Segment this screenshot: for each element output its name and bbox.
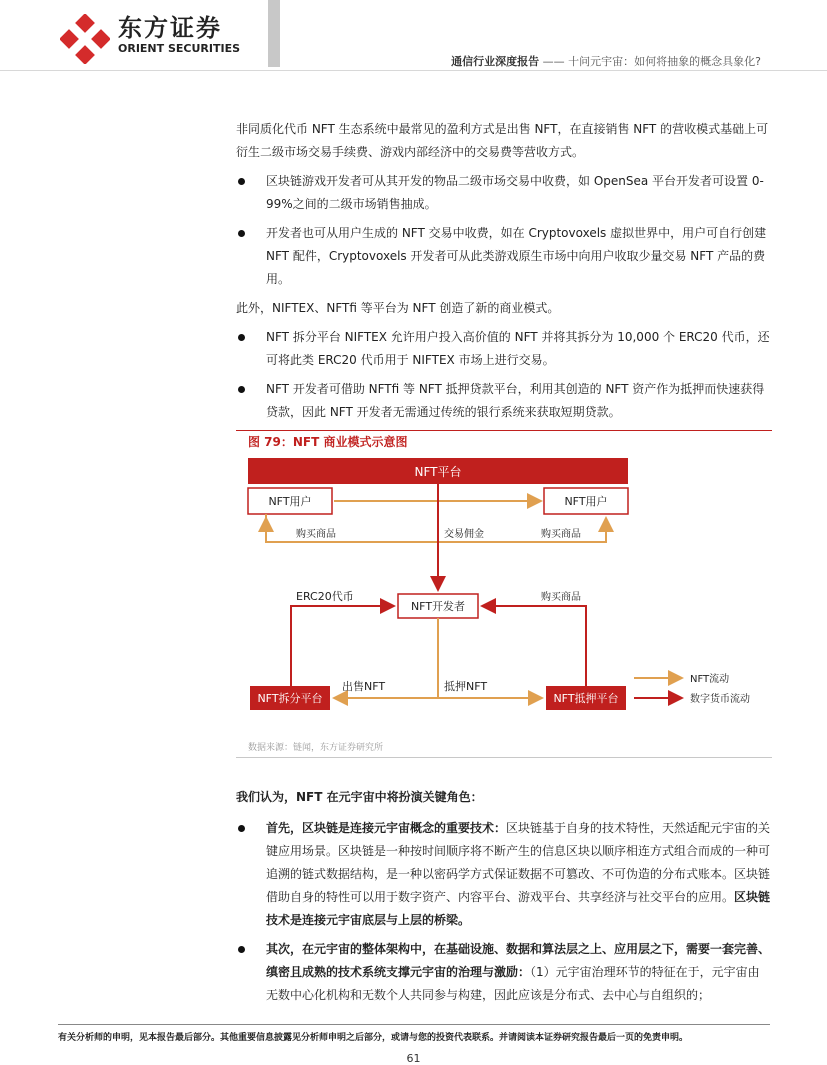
title-separator: ——	[542, 55, 565, 68]
figure-title: 图 79：NFT 商业模式示意图	[248, 435, 408, 449]
erc20-label: ERC20代币	[296, 590, 354, 603]
paragraph-1: 非同质化代币 NFT 生态系统中最常见的盈利方式是出售 NFT，在直接销售 NFT 的营收模式基础上可衍生二级市场交易手续费、游戏内部经济中的交易费等营收方式。	[236, 122, 769, 159]
bullet-dot	[238, 230, 245, 237]
bullet-dot	[238, 334, 245, 341]
nft-developer-label: NFT开发者	[410, 600, 466, 613]
commission-label: 交易佣金	[444, 529, 484, 540]
bullet5-bold: 首先，区块链是连接元宇宙概念的重要技术：	[266, 821, 507, 835]
buy-left-label: 购买商品	[296, 529, 336, 540]
buy-dev-arrow	[482, 606, 586, 686]
bullet-text: 区块链游戏开发者可从其开发的物品二级市场交易中收费，如 OpenSea 平台开发者可设置 0-99%之间的二级市场销售抽成。	[266, 174, 764, 211]
pledge-nft-label: 抵押NFT	[444, 680, 488, 693]
figure-source: 数据来源：链闻，东方证券研究所	[248, 743, 384, 753]
legend-nft-label: NFT流动	[690, 674, 730, 685]
bullet5-text: 区块链基于自身的技术特性，天然适配元宇宙的关键应用场景。区块链是一种按时间顺序将不断产生的信息区块以顺序相连方式组合而成的一种可追溯的链式数据结构，是一种以密码学方式保证数据不可篡改、不可伪造的分布式账本。区块链借助自身的特性可以用于数字资产、内容平台、游戏平台、共享经济与社交平台的应用。	[266, 821, 771, 904]
figure-bottom-rule	[236, 757, 772, 758]
bullet-text: NFT 开发者可借助 NFTfi 等 NFT 抵押贷款平台，利用其创造的 NFT 资产作为抵押而快速获得贷款，因此 NFT 开发者无需通过传统的银行系统来获取短期贷款。	[266, 382, 765, 419]
report-subtitle: 十问元宇宙：如何将抽象的概念具象化?	[568, 55, 761, 68]
body-section-bottom	[236, 786, 771, 1007]
bullet-dot	[238, 946, 245, 953]
pledge-platform-label: NFT抵押平台	[553, 692, 619, 705]
nft-business-diagram	[236, 450, 772, 740]
bullet-text: NFT 拆分平台 NIFTEX 允许用户投入高价值的 NFT 并将其拆分为 10,000 个 ERC20 代币，还可将此类 ERC20 代币用于 NIFTEX 市场上进行交易。	[266, 330, 770, 367]
buy-dev-label: 购买商品	[541, 592, 581, 603]
bullet-item-6	[236, 938, 771, 1007]
buy-right-label: 购买商品	[541, 529, 581, 540]
logo-en: ORIENT SECURITIES	[118, 42, 241, 55]
orient-logo-icon	[60, 14, 110, 64]
figure-top-rule	[236, 430, 772, 431]
header-title	[451, 53, 761, 69]
page-number: 61	[406, 1052, 421, 1065]
report-title: 通信行业深度报告	[451, 55, 540, 68]
body-section-top	[236, 118, 771, 424]
header-divider	[0, 70, 827, 71]
bullet-dot	[238, 825, 245, 832]
header-bar	[268, 0, 280, 67]
bullet6-bold: 其次，在元宇宙的整体架构中，在基础设施、数据和算法层之上、应用层之下，需要一套完善、缜密且成熟的技术系统支撑元宇宙的治理与激励：	[266, 942, 771, 979]
split-platform-label: NFT拆分平台	[257, 692, 323, 705]
legend-coin-label: 数字货币流动	[690, 694, 750, 705]
footer-rule	[58, 1024, 770, 1025]
sell-nft-label: 出售NFT	[342, 680, 386, 693]
bullet-item-3	[236, 326, 771, 372]
bullet-item-2	[236, 222, 771, 291]
logo-block	[118, 14, 240, 56]
opinion-heading: 我们认为，NFT 在元宇宙中将扮演关键角色：	[236, 790, 483, 804]
buy-left-line	[266, 514, 436, 542]
bullet-item-1	[236, 170, 771, 216]
erc20-arrow	[291, 606, 394, 686]
footer-disclaimer: 有关分析师的申明，见本报告最后部分。其他重要信息披露见分析师申明之后部分，或请与您的投资代表联系。并请阅读本证券研究报告最后一页的免责申明。	[58, 1033, 689, 1043]
bullet5-bold2: 区块链技术是连接元宇宙底层与上层的桥梁。	[266, 890, 771, 927]
bullet-dot	[238, 178, 245, 185]
nft-user-left-label: NFT用户	[268, 495, 312, 508]
bullet-item-5	[236, 817, 771, 932]
nft-platform-label: NFT平台	[414, 465, 462, 479]
paragraph-2: 此外，NIFTEX、NFTfi 等平台为 NFT 创造了新的商业模式。	[236, 301, 560, 315]
bullet-dot	[238, 386, 245, 393]
bullet6-text: （1）元宇宙治理环节的特征在于，元宇宙由无数中心化机构和无数个人共同参与构建，因此应该是分布式、去中心与自组织的；	[266, 965, 760, 1002]
logo-cn: 东方证券	[118, 14, 222, 42]
bullet-text: 开发者也可从用户生成的 NFT 交易中收费，如在 Cryptovoxels 虚拟世界中，用户可自行创建 NFT 配件，Cryptovoxels 开发者可从此类游戏原生市场中向用户收取少量交易 NFT 产品的费用。	[266, 226, 767, 286]
nft-user-right-label: NFT用户	[564, 495, 608, 508]
bullet-item-4	[236, 378, 771, 424]
